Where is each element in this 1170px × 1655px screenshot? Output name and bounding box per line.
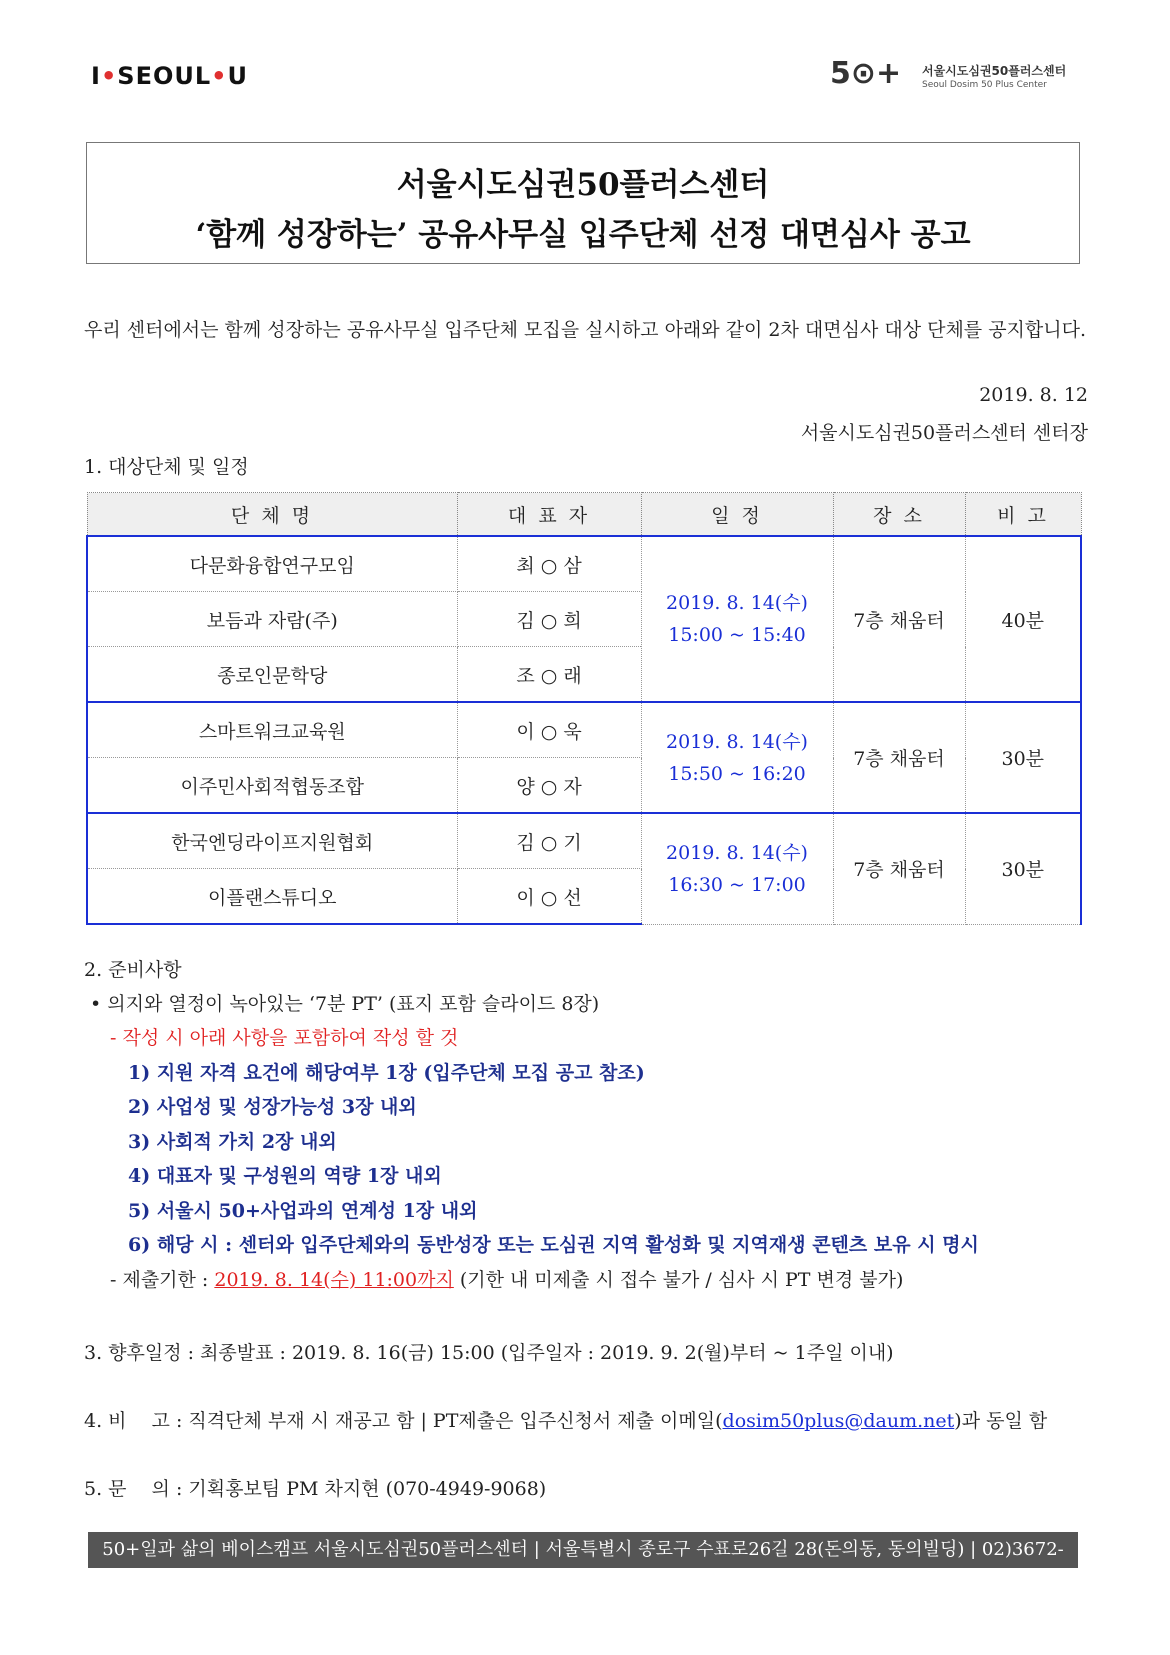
- center-logo-mark: 5⊙+: [830, 56, 902, 91]
- table-row: [87, 813, 1081, 869]
- deadline-line: - 제출기한 : 2019. 8. 14(수) 11:00까지 (기한 내 미제출 시 접수 불가 / 심사 시 PT 변경 불가): [110, 1269, 904, 1291]
- intro-text: 우리 센터에서는 함께 성장하는 공유사무실 입주단체 모집을 실시하고 아래와 같이 2차 대면심사 대상 단체를 공지합니다.: [83, 319, 1087, 341]
- section-5-text: 5. 문 의 : 기획홍보팀 PM 차지현 (070-4949-9068): [84, 1478, 547, 1500]
- prep-item: 3) 사회적 가치 2장 내외: [128, 1131, 337, 1153]
- header-rep: 대 표 자: [457, 493, 641, 537]
- table-row: [87, 536, 1081, 592]
- rep-name: 이 ○ 욱: [457, 702, 641, 758]
- notice-signer: 서울시도심권50플러스센터 센터장: [800, 422, 1088, 444]
- rep-name: 조 ○ 래: [457, 647, 641, 703]
- schedule-cell: 2019. 8. 14(수) 15:50 ~ 16:20: [641, 702, 833, 813]
- title-line-1: 서울시도심권50플러스센터: [396, 167, 770, 203]
- i-seoul-u-logo: I•SEOUL•U: [91, 62, 248, 90]
- place-cell: 7층 채움터: [833, 536, 965, 702]
- prep-item: 1) 지원 자격 요건에 해당여부 1장 (입주단체 모집 공고 참조): [128, 1062, 645, 1084]
- prep-item: 5) 서울시 50+사업과의 연계성 1장 내외: [128, 1200, 478, 1222]
- org-name: 종로인문학당: [87, 647, 457, 703]
- place-cell: 7층 채움터: [833, 813, 965, 924]
- schedule-table: [86, 492, 1082, 925]
- prep-bullet: • 의지와 열정이 녹아있는 ‘7분 PT’ (표지 포함 슬라이드 8장): [90, 993, 600, 1015]
- section-2-heading: 2. 준비사항: [84, 959, 182, 981]
- org-name: 보듬과 자람(주): [87, 592, 457, 647]
- header-org: 단 체 명: [87, 493, 457, 537]
- notice-date: 2019. 8. 12: [979, 384, 1088, 406]
- org-name: 이주민사회적협동조합: [87, 758, 457, 814]
- deadline-date: 2019. 8. 14(수) 11:00까지: [214, 1269, 454, 1291]
- note-cell: 30분: [965, 702, 1081, 813]
- rep-name: 김 ○ 기: [457, 813, 641, 869]
- header-schedule: 일 정: [641, 493, 833, 537]
- rep-name: 이 ○ 선: [457, 869, 641, 925]
- org-name: 다문화융합연구모임: [87, 536, 457, 592]
- schedule-cell: 2019. 8. 14(수) 15:00 ~ 15:40: [641, 536, 833, 702]
- note-cell: 30분: [965, 813, 1081, 924]
- prep-item: 6) 해당 시 : 센터와 입주단체와의 동반성장 또는 도심권 지역 활성화 및 지역재생 콘텐츠 보유 시 명시: [128, 1234, 979, 1256]
- org-name: 한국엔딩라이프지원협회: [87, 813, 457, 869]
- prep-item: 4) 대표자 및 구성원의 역량 1장 내외: [128, 1165, 442, 1187]
- title-box: [86, 142, 1080, 264]
- header-note: 비 고: [965, 493, 1081, 537]
- table-row: [87, 702, 1081, 758]
- note-cell: 40분: [965, 536, 1081, 702]
- rep-name: 최 ○ 삼: [457, 536, 641, 592]
- center-logo: [830, 56, 1090, 100]
- prep-sub-instruction: - 작성 시 아래 사항을 포함하여 작성 할 것: [110, 1027, 459, 1049]
- org-name: 스마트워크교육원: [87, 702, 457, 758]
- section-3-text: 3. 향후일정 : 최종발표 : 2019. 8. 16(금) 15:00 (입주일자 : 2019. 9. 2(월)부터 ~ 1주일 이내): [84, 1342, 894, 1364]
- section-1-heading: 1. 대상단체 및 일정: [84, 456, 249, 478]
- title-line-2: ‘함께 성장하는’ 공유사무실 입주단체 선정 대면심사 공고: [195, 217, 971, 253]
- footer-bar: 50+일과 삶의 베이스캠프 서울시도심권50플러스센터 | 서울특별시 종로구 수표로26길 28(돈의동, 동의빌딩) | 02)3672-5060: [88, 1532, 1078, 1568]
- header-place: 장 소: [833, 493, 965, 537]
- contact-email-link[interactable]: dosim50plus@daum.net: [722, 1410, 955, 1432]
- org-name: 이플랜스튜디오: [87, 869, 457, 925]
- rep-name: 양 ○ 자: [457, 758, 641, 814]
- section-4-text: 4. 비 고 : 직격단체 부재 시 재공고 함 | PT제출은 입주신청서 제출 이메일(dosim50plus@daum.net)과 동일 함: [84, 1410, 1048, 1432]
- prep-item: 2) 사업성 및 성장가능성 3장 내외: [128, 1096, 417, 1118]
- center-logo-english: Seoul Dosim 50 Plus Center: [922, 80, 1047, 90]
- schedule-cell: 2019. 8. 14(수) 16:30 ~ 17:00: [641, 813, 833, 924]
- place-cell: 7층 채움터: [833, 702, 965, 813]
- rep-name: 김 ○ 희: [457, 592, 641, 647]
- table-header-row: [87, 493, 1081, 537]
- center-logo-korean: 서울시도심권50플러스센터: [922, 64, 1067, 78]
